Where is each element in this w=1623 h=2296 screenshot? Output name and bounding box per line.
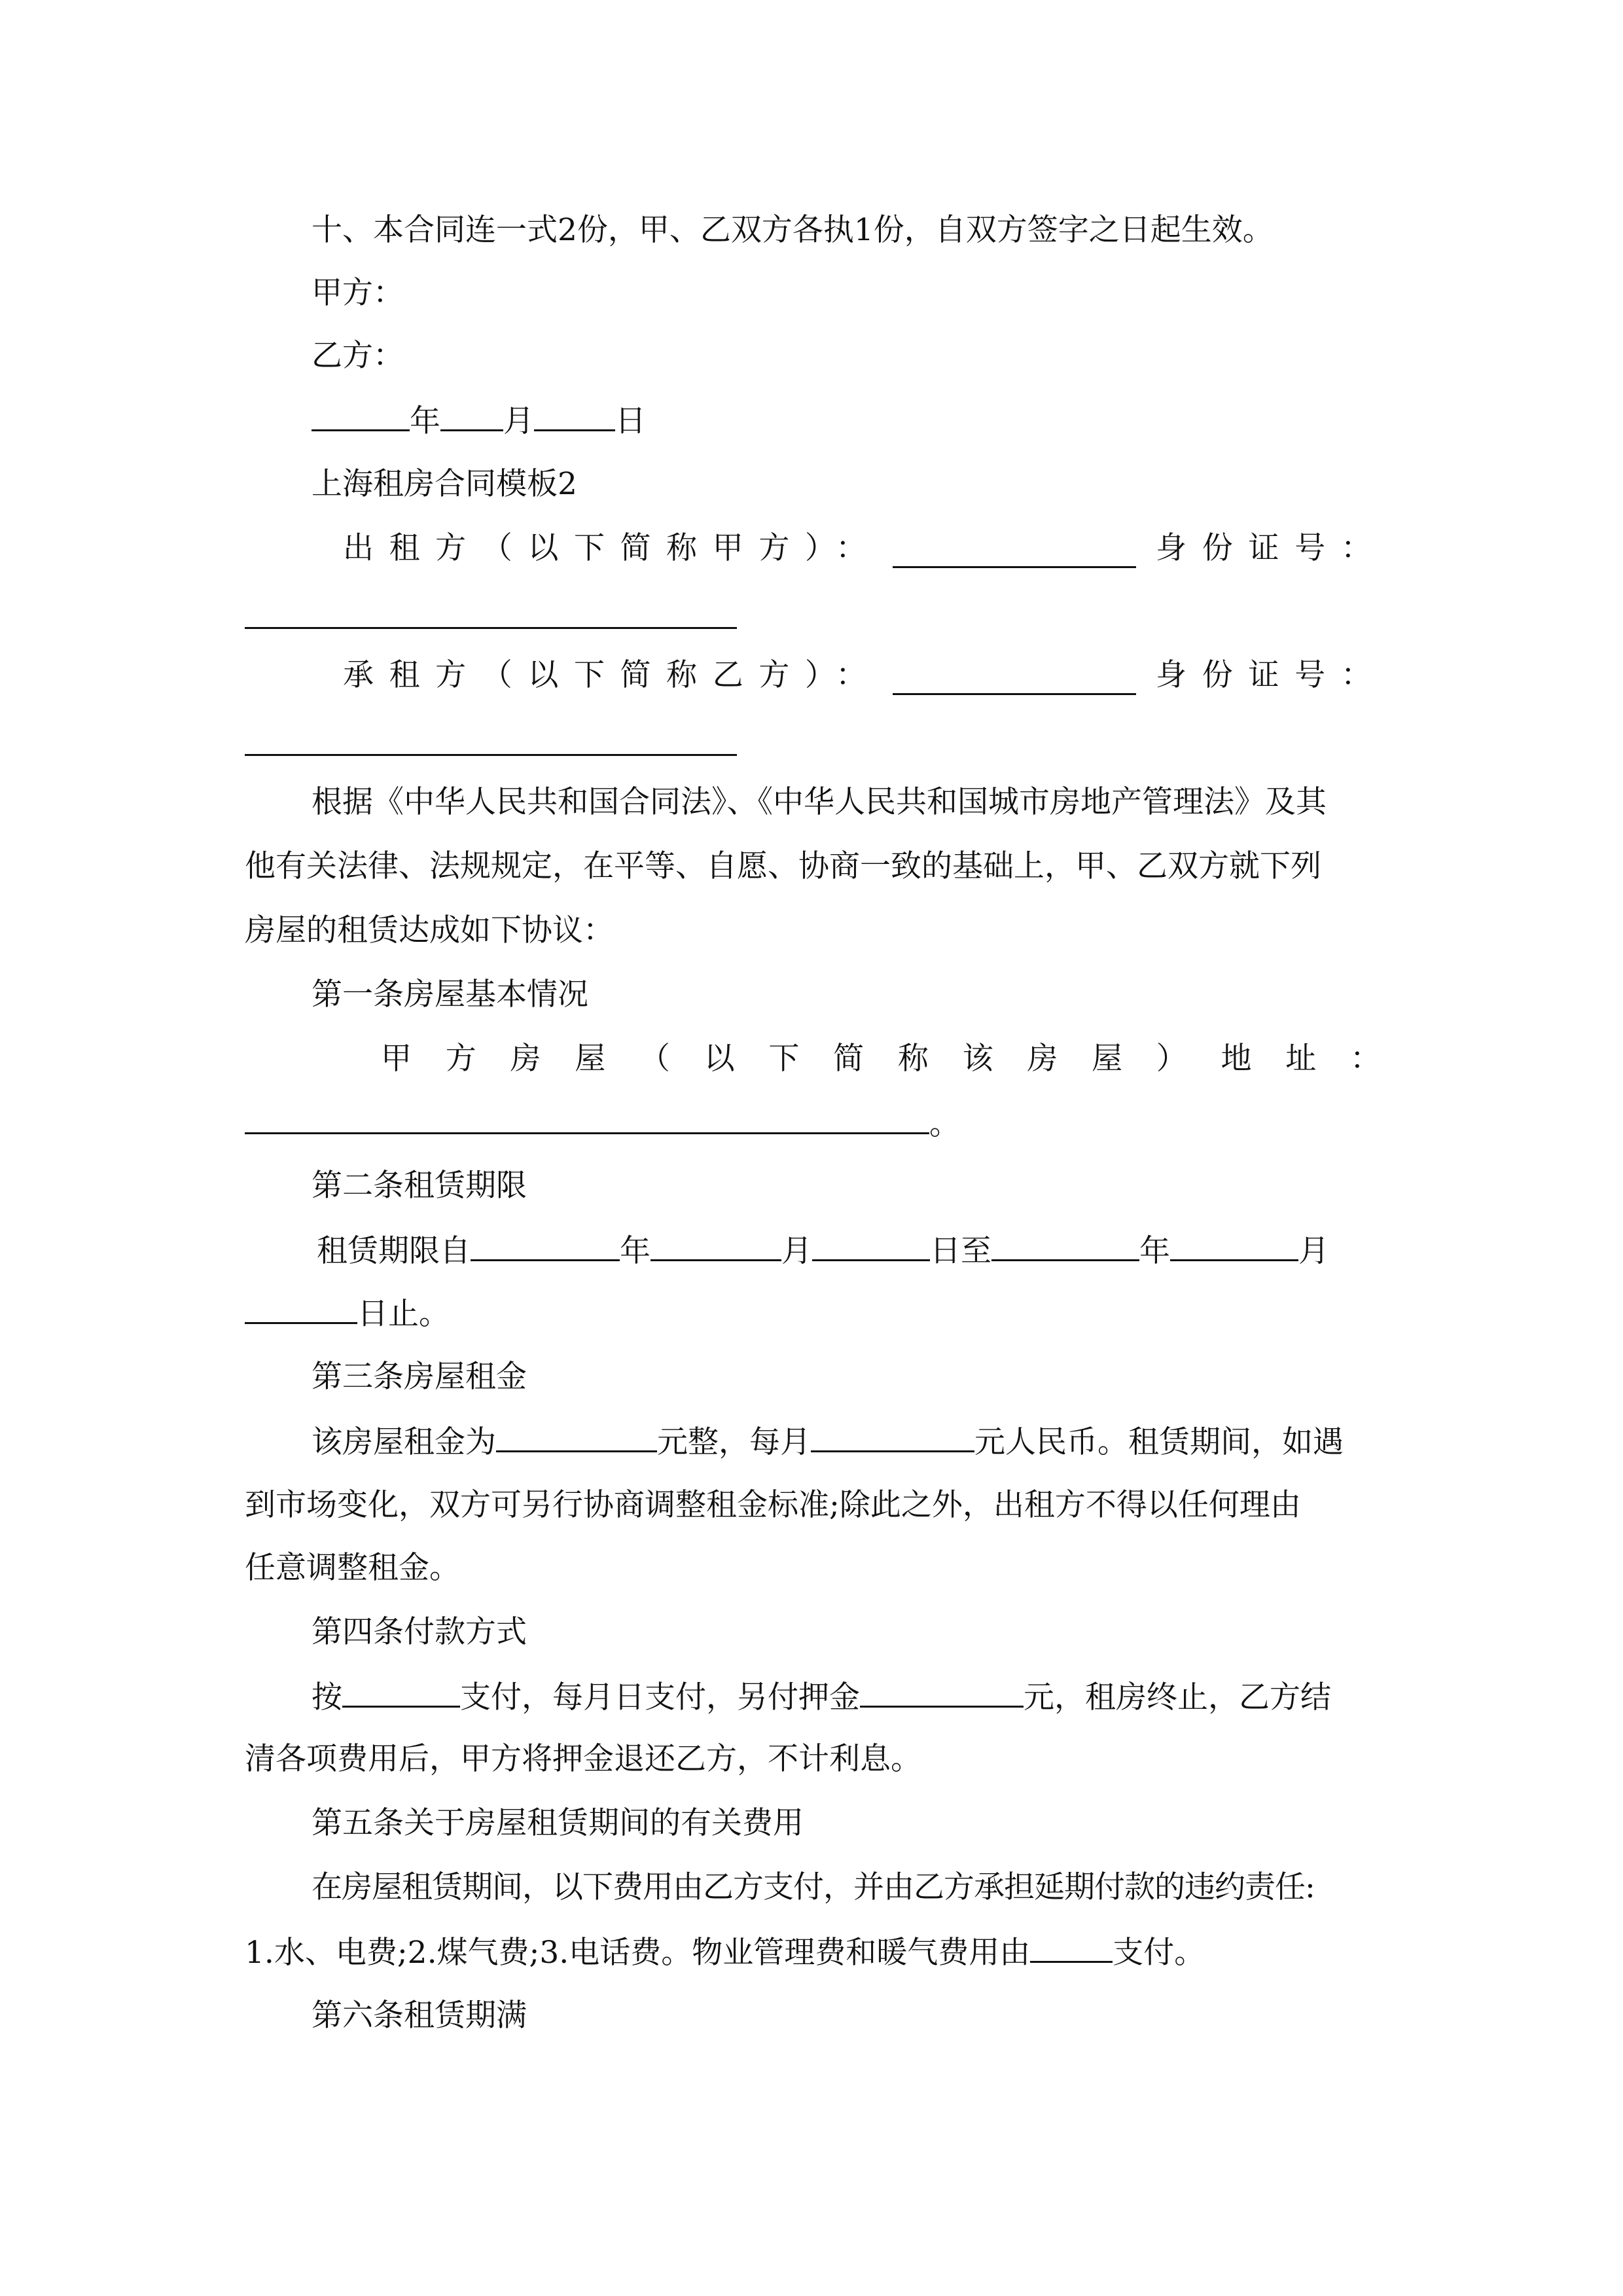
day-label: 日 bbox=[615, 403, 646, 439]
end-month-blank[interactable] bbox=[1170, 1230, 1298, 1261]
preamble-line-2: 他有关法律、法规规定，在平等、自愿、协商一致的基础上，甲、乙双方就下列 bbox=[245, 848, 1321, 884]
lessor-id-label: 身份证号： bbox=[1156, 530, 1372, 566]
lessor-name-blank[interactable] bbox=[893, 537, 1136, 568]
article-1-address-line bbox=[245, 1103, 1381, 1144]
lessee-id-blank[interactable] bbox=[245, 754, 737, 756]
start-month-blank[interactable] bbox=[651, 1230, 781, 1261]
article-5-title: 第五条关于房屋租赁期间的有关费用 bbox=[312, 1805, 804, 1841]
rent-currency-label: 元人民币。租赁期间，如遇 bbox=[974, 1424, 1344, 1460]
article-4-title: 第四条付款方式 bbox=[312, 1614, 527, 1650]
monthly-label: 元整，每月 bbox=[657, 1424, 811, 1460]
preamble-line-3: 房屋的租赁达成如下协议： bbox=[245, 912, 614, 948]
end-year-label: 年 bbox=[1139, 1233, 1170, 1269]
signing-date bbox=[245, 401, 1448, 441]
lessee-name-blank[interactable] bbox=[893, 664, 1136, 695]
month-blank[interactable] bbox=[440, 401, 503, 431]
year-label: 年 bbox=[410, 403, 440, 439]
month-label: 月 bbox=[503, 403, 534, 439]
deposit-label: 支付，每月日支付，另付押金 bbox=[460, 1679, 860, 1715]
fees-pay-label: 支付。 bbox=[1113, 1935, 1205, 1971]
rent-line-3: 任意调整租金。 bbox=[245, 1550, 460, 1586]
party-b-signature: 乙方： bbox=[312, 338, 404, 374]
address-blank[interactable] bbox=[245, 1103, 929, 1134]
start-day-blank[interactable] bbox=[812, 1230, 930, 1261]
party-a-signature: 甲方： bbox=[312, 275, 404, 311]
total-rent-blank[interactable] bbox=[496, 1422, 657, 1452]
day-blank[interactable] bbox=[534, 401, 615, 431]
start-month-label: 月 bbox=[781, 1233, 812, 1269]
lease-term-line bbox=[317, 1230, 1381, 1271]
rent-label: 该房屋租金为 bbox=[312, 1424, 496, 1460]
fees-line-2 bbox=[245, 1932, 1381, 1973]
property-fee-payer-blank[interactable] bbox=[1030, 1932, 1113, 1963]
lessor-id-blank[interactable] bbox=[245, 627, 737, 629]
end-day-blank[interactable] bbox=[245, 1293, 357, 1324]
article-1-address-label: 甲方房屋（以下简称该房屋）地址： bbox=[381, 1041, 1381, 1077]
preamble-line-1: 根据《中华人民共和国合同法》、《中华人民共和国城市房地产管理法》及其 bbox=[312, 784, 1327, 820]
start-year-blank[interactable] bbox=[471, 1230, 620, 1261]
address-end: 。 bbox=[929, 1106, 960, 1142]
year-blank[interactable] bbox=[312, 401, 410, 431]
lessee-id-label: 身份证号： bbox=[1156, 657, 1372, 693]
payment-by-label: 按 bbox=[312, 1679, 342, 1715]
term-end-label: 日止。 bbox=[357, 1296, 450, 1332]
template-title: 上海租房合同模板2 bbox=[312, 466, 577, 502]
start-year-label: 年 bbox=[620, 1233, 651, 1269]
payment-line-1 bbox=[245, 1677, 1448, 1717]
payment-method-blank[interactable] bbox=[342, 1677, 460, 1708]
payment-line-2: 清各项费用后，甲方将押金退还乙方，不计利息。 bbox=[245, 1741, 921, 1777]
start-day-label: 日至 bbox=[930, 1233, 991, 1269]
rent-line-2: 到市场变化，双方可另行协商调整租金标准;除此之外，出租方不得以任何理由 bbox=[245, 1487, 1301, 1523]
lease-term-end-line bbox=[245, 1293, 1381, 1334]
fees-line-1: 在房屋租赁期间，以下费用由乙方支付，并由乙方承担延期付款的违约责任: bbox=[312, 1869, 1315, 1905]
lessor-label: 出租方（以下简称甲方）： bbox=[343, 530, 866, 566]
lessor-line bbox=[343, 529, 1381, 568]
article-1-title: 第一条房屋基本情况 bbox=[312, 977, 588, 1013]
monthly-rent-blank[interactable] bbox=[811, 1422, 974, 1452]
clause-ten: 十、本合同连一式2份，甲、乙双方各执1份，自双方签字之日起生效。 bbox=[312, 212, 1274, 248]
rent-line-1 bbox=[245, 1422, 1448, 1462]
deposit-terms-label: 元，租房终止，乙方结 bbox=[1024, 1679, 1331, 1715]
term-from-label: 租赁期限自 bbox=[317, 1233, 471, 1269]
article-3-title: 第三条房屋租金 bbox=[312, 1359, 527, 1395]
deposit-blank[interactable] bbox=[860, 1677, 1024, 1708]
lessee-label: 承租方（以下简称乙方）： bbox=[343, 657, 866, 693]
end-month-label: 月 bbox=[1298, 1233, 1329, 1269]
fees-list: 1.水、电费;2.煤气费;3.电话费。物业管理费和暖气费用由 bbox=[245, 1935, 1031, 1971]
article-2-title: 第二条租赁期限 bbox=[312, 1168, 527, 1204]
lessee-line bbox=[343, 656, 1381, 695]
end-year-blank[interactable] bbox=[991, 1230, 1139, 1261]
article-6-title: 第六条租赁期满 bbox=[312, 1998, 527, 2034]
